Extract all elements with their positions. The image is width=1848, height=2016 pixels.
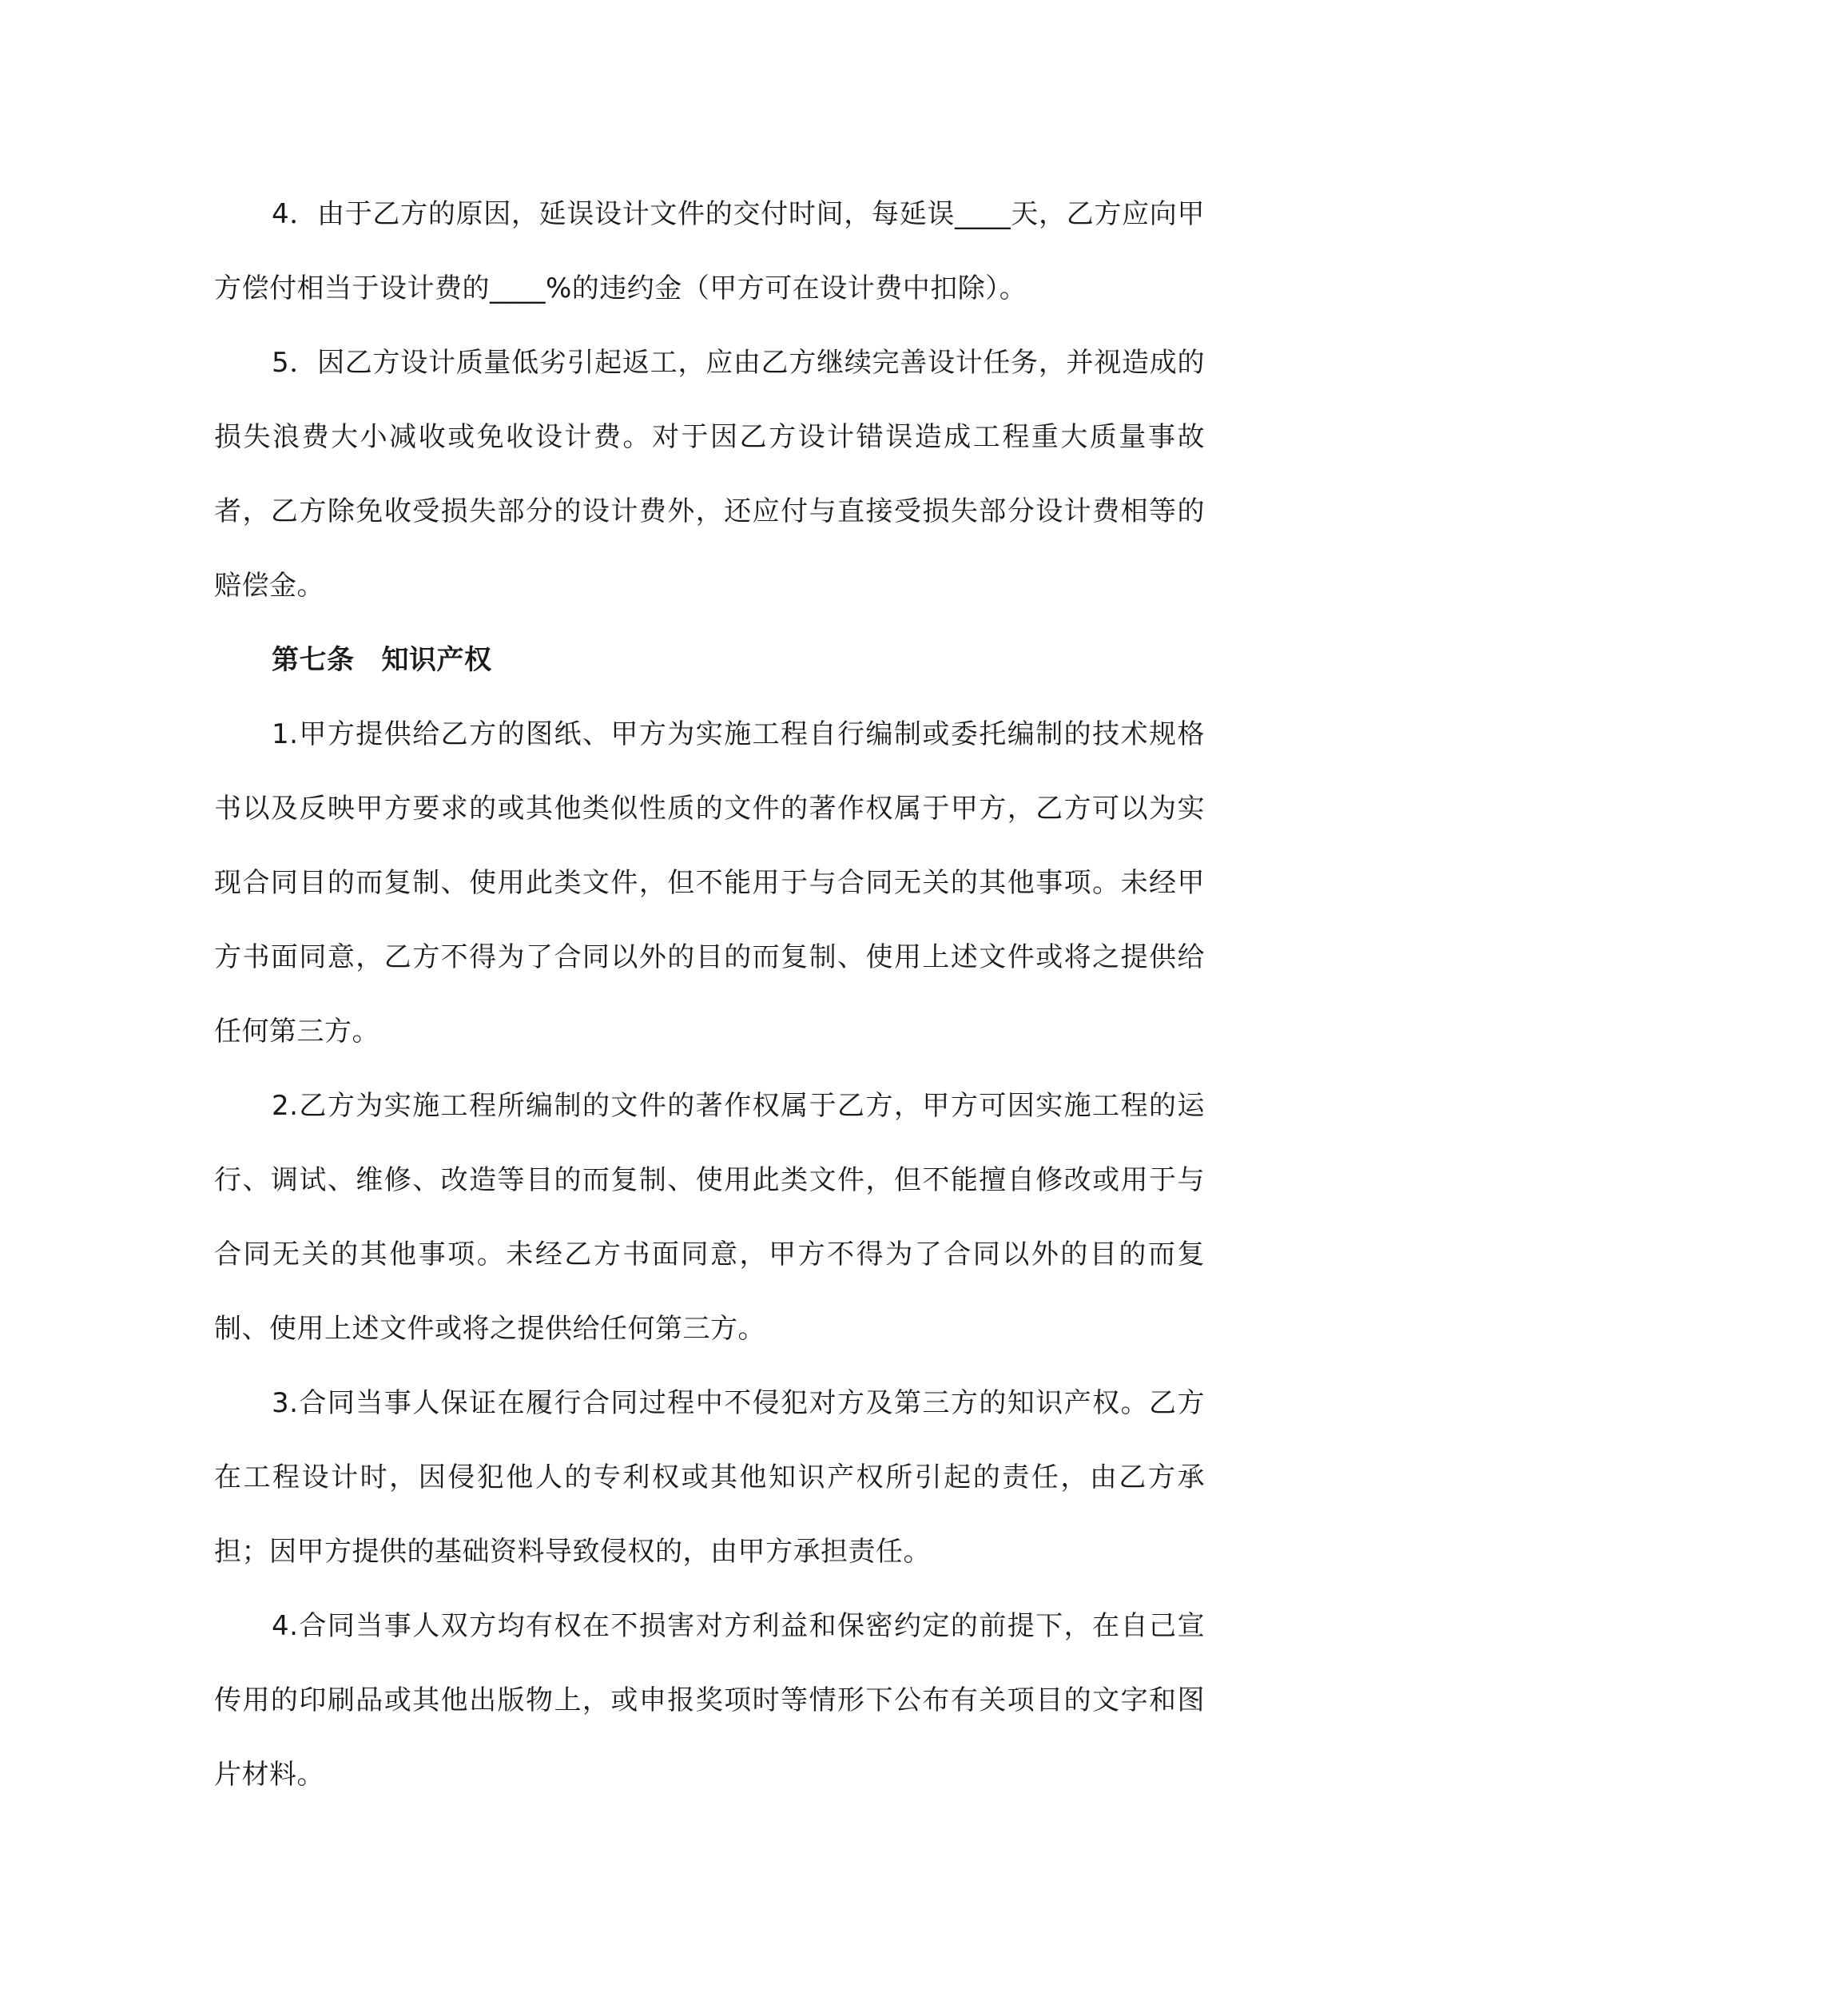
- clause-1: 1.甲方提供给乙方的图纸、甲方为实施工程自行编制或委托编制的技术规格书以及反映甲方要求的或其他类似性质的文件的著作权属于甲方，乙方可以为实现合同目的而复制、使用此类文件，但不能用于与合同无关的其他事项。未经甲方书面同意，乙方不得为了合同以外的目的而复制、使用上述文件或将之提供给任何第三方。: [214, 718, 1205, 1048]
- paragraph-design-quality: 5．因乙方设计质量低劣引起返工，应由乙方继续完善设计任务，并视造成的损失浪费大小减收或免收设计费。对于因乙方设计错误造成工程重大质量事故者，乙方除免收受损失部分的设计费外，还应付与直接受损失部分设计费相等的赔偿金。: [214, 347, 1205, 602]
- clause-3: 3.合同当事人保证在履行合同过程中不侵犯对方及第三方的知识产权。乙方在工程设计时，因侵犯他人的专利权或其他知识产权所引起的责任，由乙方承担；因甲方提供的基础资料导致侵权的，由甲方承担责任。: [214, 1387, 1205, 1568]
- section-number: 第七条: [272, 644, 355, 676]
- paragraph-delay-penalty: 4．由于乙方的原因，延误设计文件的交付时间，每延误____天，乙方应向甲方偿付相当于设计费的____%的违约金（甲方可在设计费中扣除）。: [214, 198, 1205, 304]
- section-heading: [214, 623, 1205, 698]
- clause-2: 2.乙方为实施工程所编制的文件的著作权属于乙方，甲方可因实施工程的运行、调试、维修、改造等目的而复制、使用此类文件，但不能擅自修改或用于与合同无关的其他事项。未经乙方书面同意，甲方不得为了合同以外的目的而复制、使用上述文件或将之提供给任何第三方。: [214, 1090, 1205, 1345]
- document-page: [214, 177, 1205, 1812]
- clause-4: 4.合同当事人双方均有权在不损害对方利益和保密约定的前提下，在自己宣传用的印刷品或其他出版物上，或申报奖项时等情形下公布有关项目的文字和图片材料。: [214, 1610, 1205, 1791]
- section-title: 知识产权: [381, 644, 492, 676]
